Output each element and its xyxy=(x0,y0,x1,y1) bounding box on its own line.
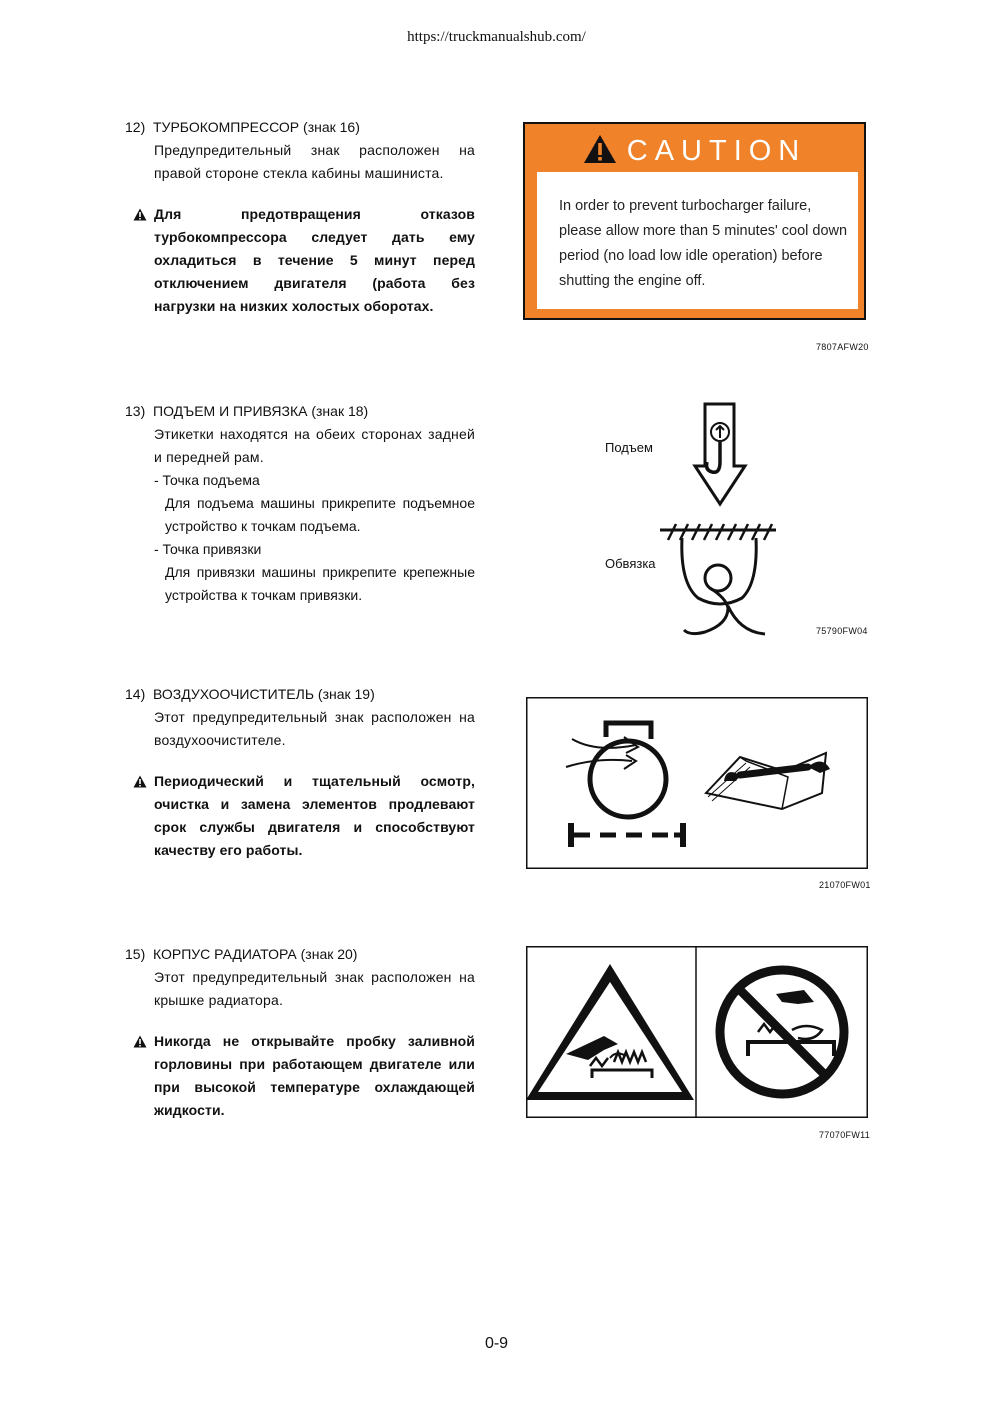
caution-title: CAUTION xyxy=(626,135,807,167)
figure-code: 7807AFW20 xyxy=(816,342,869,352)
figure-code: 75790FW04 xyxy=(816,626,868,636)
section-text: Этикетки находятся на обеих сторонах задней и передней рам. xyxy=(154,426,475,465)
section-title: ВОЗДУХООЧИСТИТЕЛЬ xyxy=(153,686,315,702)
section-title: ТУРБОКОМПРЕССОР xyxy=(153,119,300,135)
page-number: 0-9 xyxy=(484,1335,509,1352)
caution-text: In order to prevent turbocharger failure, please allow more than 5 minutes' cool down period (no load low idle operation) before shutting the engine off. xyxy=(537,172,858,309)
sign-ref: (знак 19) xyxy=(317,686,375,702)
section-number: 13) xyxy=(125,403,146,419)
section-radiator xyxy=(125,943,475,1122)
section-text: Этот предупредительный знак расположен на крышке радиатора. xyxy=(154,969,475,1008)
section-heading xyxy=(125,116,475,139)
tie-point-label: - Точка привязки xyxy=(154,541,262,557)
section-text: Этот предупредительный знак расположен на воздухоочистителе. xyxy=(154,709,475,748)
caution-label xyxy=(523,122,866,320)
air-cleaner-label xyxy=(526,697,868,869)
caution-header xyxy=(525,134,864,168)
section-air-cleaner xyxy=(125,683,475,862)
section-heading xyxy=(125,400,475,423)
warning-text: Никогда не открывайте пробку заливной горловины при работающем двигателе или при высокой температуре охлаждающей жидкости. xyxy=(154,1033,475,1118)
tie-point-text: Для привязки машины прикрепите крепежные устройства к точкам привязки. xyxy=(165,564,475,603)
sign-ref: (знак 16) xyxy=(303,119,360,135)
tie-caption: Обвязка xyxy=(605,556,656,571)
lift-tie-pictogram xyxy=(650,398,800,638)
section-text: Предупредительный знак расположен на правой стороне стекла кабины машиниста. xyxy=(154,142,475,181)
warning-icon xyxy=(133,1035,147,1048)
section-heading xyxy=(125,683,475,706)
section-turbocharger xyxy=(125,116,475,318)
lift-hook-arrow-icon xyxy=(695,404,745,504)
section-number: 12) xyxy=(125,119,146,135)
radiator-label xyxy=(526,946,868,1118)
warning-block xyxy=(125,1030,475,1122)
sign-ref: (знак 18) xyxy=(311,403,369,419)
lift-point-text: Для подъема машины прикрепите подъемное устройство к точкам подъема. xyxy=(165,495,475,534)
warning-block xyxy=(125,203,475,318)
warning-text: Периодический и тщательный осмотр, очистка и замена элементов продлевают срок службы двигателя и способствуют качеству его работы. xyxy=(154,773,475,858)
figure-code: 21070FW01 xyxy=(819,880,871,890)
section-title: КОРПУС РАДИАТОРА xyxy=(153,946,297,962)
warning-icon xyxy=(133,775,147,788)
warning-icon xyxy=(133,208,147,221)
section-heading xyxy=(125,943,475,966)
section-number: 14) xyxy=(125,686,146,702)
tie-down-icon xyxy=(660,524,776,634)
section-title: ПОДЪЕМ И ПРИВЯЗКА xyxy=(153,403,308,419)
lift-caption: Подъем xyxy=(605,440,653,455)
lift-point-label: - Точка подъема xyxy=(154,472,260,488)
figure-code: 77070FW11 xyxy=(819,1130,871,1140)
section-number: 15) xyxy=(125,946,146,962)
warning-text: Для предотвращения отказов турбокомпрессора следует дать ему охладиться в течение 5 минут перед отключением двигателя (работа без нагрузки на низких холостых оборотах. xyxy=(154,206,475,314)
warning-triangle-icon xyxy=(583,134,617,164)
warning-block xyxy=(125,770,475,862)
section-lifting-tiedown xyxy=(125,400,475,607)
source-url[interactable]: https://truckmanualshub.com/ xyxy=(407,29,586,45)
sign-ref: (знак 20) xyxy=(300,946,358,962)
